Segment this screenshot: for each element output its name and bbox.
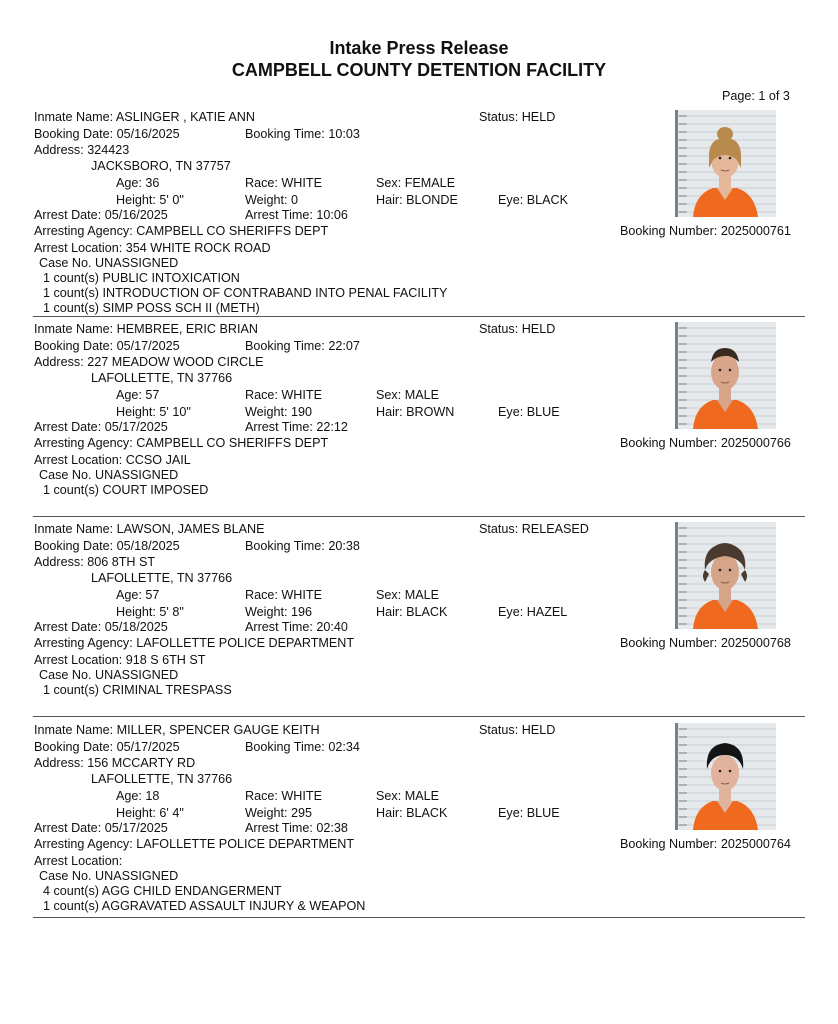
weight-label: Weight: — [245, 193, 288, 207]
eye-field — [498, 193, 568, 208]
weight-label: Weight: — [245, 806, 288, 820]
arrest-date-field — [34, 420, 168, 435]
case-number-value: UNASSIGNED — [95, 256, 179, 270]
page-indicator: Page: 1 of 3 — [722, 89, 790, 103]
booking-number-label: Booking Number: — [620, 436, 718, 450]
address-line1-field — [34, 756, 195, 771]
arrest-location-value: 918 S 6TH ST — [125, 653, 206, 667]
arresting-agency-label: Arresting Agency: — [34, 636, 133, 650]
booking-date-label: Booking Date: — [34, 740, 114, 754]
hair-value: BLONDE — [406, 193, 458, 207]
mugshot-photo — [675, 522, 776, 629]
height-label: Height: — [116, 605, 156, 619]
arrest-time-field — [245, 821, 348, 836]
hair-field — [376, 806, 447, 821]
arrest-time-label: Arrest Time: — [245, 208, 313, 222]
booking-date-field — [34, 127, 180, 142]
status-field — [479, 322, 555, 337]
charge-line: 1 count(s) CRIMINAL TRESPASS — [43, 683, 232, 697]
booking-date-value: 05/18/2025 — [116, 539, 180, 553]
eye-label: Eye: — [498, 605, 524, 619]
arrest-time-label: Arrest Time: — [245, 620, 313, 634]
mugshot-photo — [675, 110, 776, 217]
record-divider — [33, 316, 805, 317]
arrest-date-label: Arrest Date: — [34, 821, 102, 835]
case-number-field — [39, 668, 178, 683]
address-line2: LAFOLLETTE, TN 37766 — [91, 772, 233, 786]
arresting-agency-value: LAFOLLETTE POLICE DEPARTMENT — [136, 636, 355, 650]
sex-field — [376, 176, 455, 191]
booking-time-field — [245, 539, 360, 554]
arrest-location-label: Arrest Location: — [34, 241, 123, 255]
hair-field — [376, 193, 458, 208]
eye-field — [498, 605, 567, 620]
arrest-date-label: Arrest Date: — [34, 620, 102, 634]
race-value: WHITE — [281, 789, 322, 803]
address-line2: LAFOLLETTE, TN 37766 — [91, 371, 233, 385]
charge-line: 1 count(s) SIMP POSS SCH II (METH) — [43, 301, 260, 315]
address-line1-field — [34, 355, 264, 370]
race-field — [245, 176, 322, 191]
height-label: Height: — [116, 806, 156, 820]
booking-number-label: Booking Number: — [620, 837, 718, 851]
age-value: 36 — [145, 176, 160, 190]
arrest-date-value: 05/16/2025 — [104, 208, 168, 222]
sex-label: Sex: — [376, 176, 402, 190]
sex-field — [376, 388, 439, 403]
age-field — [116, 789, 159, 804]
booking-time-field — [245, 127, 360, 142]
inmate-record — [0, 322, 838, 522]
sex-field — [376, 588, 439, 603]
arrest-date-value: 05/18/2025 — [104, 620, 168, 634]
hair-value: BLACK — [406, 605, 448, 619]
arrest-time-field — [245, 620, 348, 635]
booking-number-value: 2025000768 — [720, 636, 791, 650]
booking-time-value: 22:07 — [328, 339, 360, 353]
age-label: Age: — [116, 789, 142, 803]
record-divider — [33, 516, 805, 517]
case-number-label: Case No. — [39, 256, 92, 270]
sex-value: FEMALE — [404, 176, 456, 190]
height-field — [116, 605, 184, 620]
inmate-name-field — [34, 522, 265, 537]
hair-label: Hair: — [376, 405, 403, 419]
arrest-location-value: CCSO JAIL — [125, 453, 191, 467]
case-number-label: Case No. — [39, 668, 92, 682]
charge-line: 1 count(s) INTRODUCTION OF CONTRABAND INTO PENAL FACILITY — [43, 286, 448, 300]
eye-label: Eye: — [498, 405, 524, 419]
booking-number-value: 2025000764 — [720, 837, 791, 851]
status-value: HELD — [521, 110, 556, 124]
sex-field — [376, 789, 439, 804]
age-label: Age: — [116, 388, 142, 402]
status-field — [479, 723, 555, 738]
weight-value: 196 — [290, 605, 312, 619]
hair-field — [376, 405, 454, 420]
inmate-name-label: Inmate Name: — [34, 110, 114, 124]
weight-field — [245, 605, 312, 620]
height-value: 6' 4" — [159, 806, 184, 820]
facility-name: CAMPBELL COUNTY DETENTION FACILITY — [231, 60, 607, 80]
weight-value: 190 — [290, 405, 312, 419]
arrest-time-value: 22:12 — [316, 420, 348, 434]
race-value: WHITE — [281, 588, 322, 602]
charge-line: 4 count(s) AGG CHILD ENDANGERMENT — [43, 884, 282, 898]
charge-line: 1 count(s) COURT IMPOSED — [43, 483, 209, 497]
address-line1-field — [34, 555, 155, 570]
arresting-agency-label: Arresting Agency: — [34, 224, 133, 238]
charge-line: 1 count(s) PUBLIC INTOXICATION — [43, 271, 240, 285]
address-line1-value: 324423 — [87, 143, 130, 157]
case-number-field — [39, 869, 178, 884]
arrest-time-field — [245, 208, 348, 223]
eye-value: BLUE — [526, 405, 560, 419]
race-value: WHITE — [281, 176, 322, 190]
race-field — [245, 388, 322, 403]
arrest-location-label: Arrest Location: — [34, 453, 123, 467]
booking-number-value: 2025000761 — [720, 224, 791, 238]
arrest-time-value: 10:06 — [316, 208, 348, 222]
eye-field — [498, 806, 560, 821]
arrest-location-label: Arrest Location: — [34, 854, 123, 868]
sex-label: Sex: — [376, 388, 402, 402]
case-number-value: UNASSIGNED — [95, 869, 179, 883]
booking-date-label: Booking Date: — [34, 539, 114, 553]
eye-label: Eye: — [498, 193, 524, 207]
booking-date-value: 05/17/2025 — [116, 339, 180, 353]
address-line1-label: Address: — [34, 355, 84, 369]
booking-time-value: 20:38 — [328, 539, 360, 553]
arrest-date-label: Arrest Date: — [34, 420, 102, 434]
booking-date-field — [34, 339, 180, 354]
charge-line: 1 count(s) AGGRAVATED ASSAULT INJURY & WEAPON — [43, 899, 366, 913]
weight-label: Weight: — [245, 605, 288, 619]
booking-date-value: 05/17/2025 — [116, 740, 180, 754]
address-line1-label: Address: — [34, 555, 84, 569]
age-field — [116, 176, 159, 191]
arresting-agency-field — [34, 224, 328, 239]
sex-label: Sex: — [376, 789, 402, 803]
address-line1-value: 227 MEADOW WOOD CIRCLE — [87, 355, 264, 369]
inmate-name-value: ASLINGER , KATIE ANN — [115, 110, 255, 124]
inmate-name-value: MILLER, SPENCER GAUGE KEITH — [116, 723, 320, 737]
weight-value: 295 — [290, 806, 312, 820]
record-divider — [33, 716, 805, 717]
age-value: 57 — [145, 588, 160, 602]
sex-label: Sex: — [376, 588, 402, 602]
status-label: Status: — [479, 110, 519, 124]
arrest-location-value: 354 WHITE ROCK ROAD — [125, 241, 271, 255]
inmate-name-label: Inmate Name: — [34, 322, 114, 336]
inmate-record — [0, 522, 838, 722]
status-value: RELEASED — [521, 522, 589, 536]
arrest-date-field — [34, 620, 168, 635]
mugshot-photo — [675, 723, 776, 830]
booking-time-value: 10:03 — [328, 127, 360, 141]
arrest-time-label: Arrest Time: — [245, 420, 313, 434]
age-value: 57 — [145, 388, 160, 402]
arresting-agency-value: LAFOLLETTE POLICE DEPARTMENT — [136, 837, 355, 851]
inmate-name-field — [34, 723, 320, 738]
inmate-name-field — [34, 322, 258, 337]
arrest-date-label: Arrest Date: — [34, 208, 102, 222]
booking-number-label: Booking Number: — [620, 224, 718, 238]
arrest-date-value: 05/17/2025 — [104, 420, 168, 434]
arrest-location-field — [34, 653, 206, 668]
case-number-value: UNASSIGNED — [95, 668, 179, 682]
booking-time-value: 02:34 — [328, 740, 360, 754]
status-label: Status: — [479, 723, 519, 737]
booking-date-value: 05/16/2025 — [116, 127, 180, 141]
address-line1-label: Address: — [34, 756, 84, 770]
booking-number-value: 2025000766 — [720, 436, 791, 450]
arresting-agency-field — [34, 837, 354, 852]
record-divider — [33, 917, 805, 918]
inmate-record — [0, 110, 838, 315]
arresting-agency-field — [34, 636, 354, 651]
hair-label: Hair: — [376, 806, 403, 820]
arrest-date-field — [34, 821, 168, 836]
age-field — [116, 388, 159, 403]
weight-field — [245, 806, 312, 821]
race-label: Race: — [245, 588, 278, 602]
height-value: 5' 10" — [159, 405, 191, 419]
address-line1-label: Address: — [34, 143, 84, 157]
inmate-name-value: LAWSON, JAMES BLANE — [116, 522, 265, 536]
booking-time-label: Booking Time: — [245, 539, 325, 553]
eye-field — [498, 405, 560, 420]
inmate-name-label: Inmate Name: — [34, 723, 114, 737]
hair-value: BLACK — [406, 806, 448, 820]
age-value: 18 — [145, 789, 160, 803]
arresting-agency-label: Arresting Agency: — [34, 837, 133, 851]
case-number-value: UNASSIGNED — [95, 468, 179, 482]
race-field — [245, 588, 322, 603]
status-label: Status: — [479, 322, 519, 336]
eye-label: Eye: — [498, 806, 524, 820]
booking-number-field — [620, 636, 791, 651]
height-field — [116, 405, 191, 420]
booking-time-label: Booking Time: — [245, 127, 325, 141]
race-label: Race: — [245, 176, 278, 190]
arrest-time-field — [245, 420, 348, 435]
age-label: Age: — [116, 588, 142, 602]
race-label: Race: — [245, 789, 278, 803]
booking-date-label: Booking Date: — [34, 127, 114, 141]
case-number-label: Case No. — [39, 468, 92, 482]
inmate-name-value: HEMBREE, ERIC BRIAN — [116, 322, 258, 336]
height-field — [116, 193, 184, 208]
sex-value: MALE — [404, 588, 439, 602]
age-field — [116, 588, 159, 603]
case-number-label: Case No. — [39, 869, 92, 883]
status-value: HELD — [521, 723, 556, 737]
inmate-name-field — [34, 110, 255, 125]
arresting-agency-field — [34, 436, 328, 451]
booking-time-field — [245, 339, 360, 354]
address-line1-field — [34, 143, 129, 158]
height-label: Height: — [116, 193, 156, 207]
address-line1-value: 156 MCCARTY RD — [87, 756, 196, 770]
mugshot-photo — [675, 322, 776, 429]
height-field — [116, 806, 184, 821]
hair-label: Hair: — [376, 605, 403, 619]
eye-value: BLACK — [526, 193, 569, 207]
height-label: Height: — [116, 405, 156, 419]
race-label: Race: — [245, 388, 278, 402]
arrest-date-value: 05/17/2025 — [104, 821, 168, 835]
inmate-name-label: Inmate Name: — [34, 522, 114, 536]
booking-date-label: Booking Date: — [34, 339, 114, 353]
status-field — [479, 522, 589, 537]
height-value: 5' 8" — [159, 605, 184, 619]
address-line1-value: 806 8TH ST — [87, 555, 156, 569]
booking-time-label: Booking Time: — [245, 740, 325, 754]
booking-number-field — [620, 436, 791, 451]
arresting-agency-label: Arresting Agency: — [34, 436, 133, 450]
weight-value: 0 — [290, 193, 298, 207]
weight-field — [245, 193, 298, 208]
address-line2: LAFOLLETTE, TN 37766 — [91, 571, 233, 585]
arrest-date-field — [34, 208, 168, 223]
address-line2: JACKSBORO, TN 37757 — [91, 159, 231, 173]
status-label: Status: — [479, 522, 519, 536]
status-value: HELD — [521, 322, 556, 336]
hair-field — [376, 605, 447, 620]
arrest-location-field — [34, 241, 271, 256]
arrest-time-label: Arrest Time: — [245, 821, 313, 835]
sex-value: MALE — [404, 789, 439, 803]
race-field — [245, 789, 322, 804]
arresting-agency-value: CAMPBELL CO SHERIFFS DEPT — [136, 436, 329, 450]
eye-value: BLUE — [526, 806, 560, 820]
report-title: Intake Press Release — [329, 38, 509, 58]
case-number-field — [39, 256, 178, 271]
booking-time-field — [245, 740, 360, 755]
case-number-field — [39, 468, 178, 483]
arrest-time-value: 20:40 — [316, 620, 348, 634]
height-value: 5' 0" — [159, 193, 184, 207]
booking-number-field — [620, 224, 791, 239]
booking-date-field — [34, 539, 180, 554]
arrest-location-label: Arrest Location: — [34, 653, 123, 667]
booking-number-field — [620, 837, 791, 852]
weight-field — [245, 405, 312, 420]
race-value: WHITE — [281, 388, 322, 402]
arrest-location-field — [34, 453, 191, 468]
hair-value: BROWN — [406, 405, 455, 419]
weight-label: Weight: — [245, 405, 288, 419]
arresting-agency-value: CAMPBELL CO SHERIFFS DEPT — [136, 224, 329, 238]
booking-date-field — [34, 740, 180, 755]
inmate-record — [0, 723, 838, 923]
eye-value: HAZEL — [526, 605, 568, 619]
booking-number-label: Booking Number: — [620, 636, 718, 650]
status-field — [479, 110, 555, 125]
sex-value: MALE — [404, 388, 439, 402]
age-label: Age: — [116, 176, 142, 190]
arrest-time-value: 02:38 — [316, 821, 348, 835]
hair-label: Hair: — [376, 193, 403, 207]
arrest-location-field — [34, 854, 122, 869]
booking-time-label: Booking Time: — [245, 339, 325, 353]
